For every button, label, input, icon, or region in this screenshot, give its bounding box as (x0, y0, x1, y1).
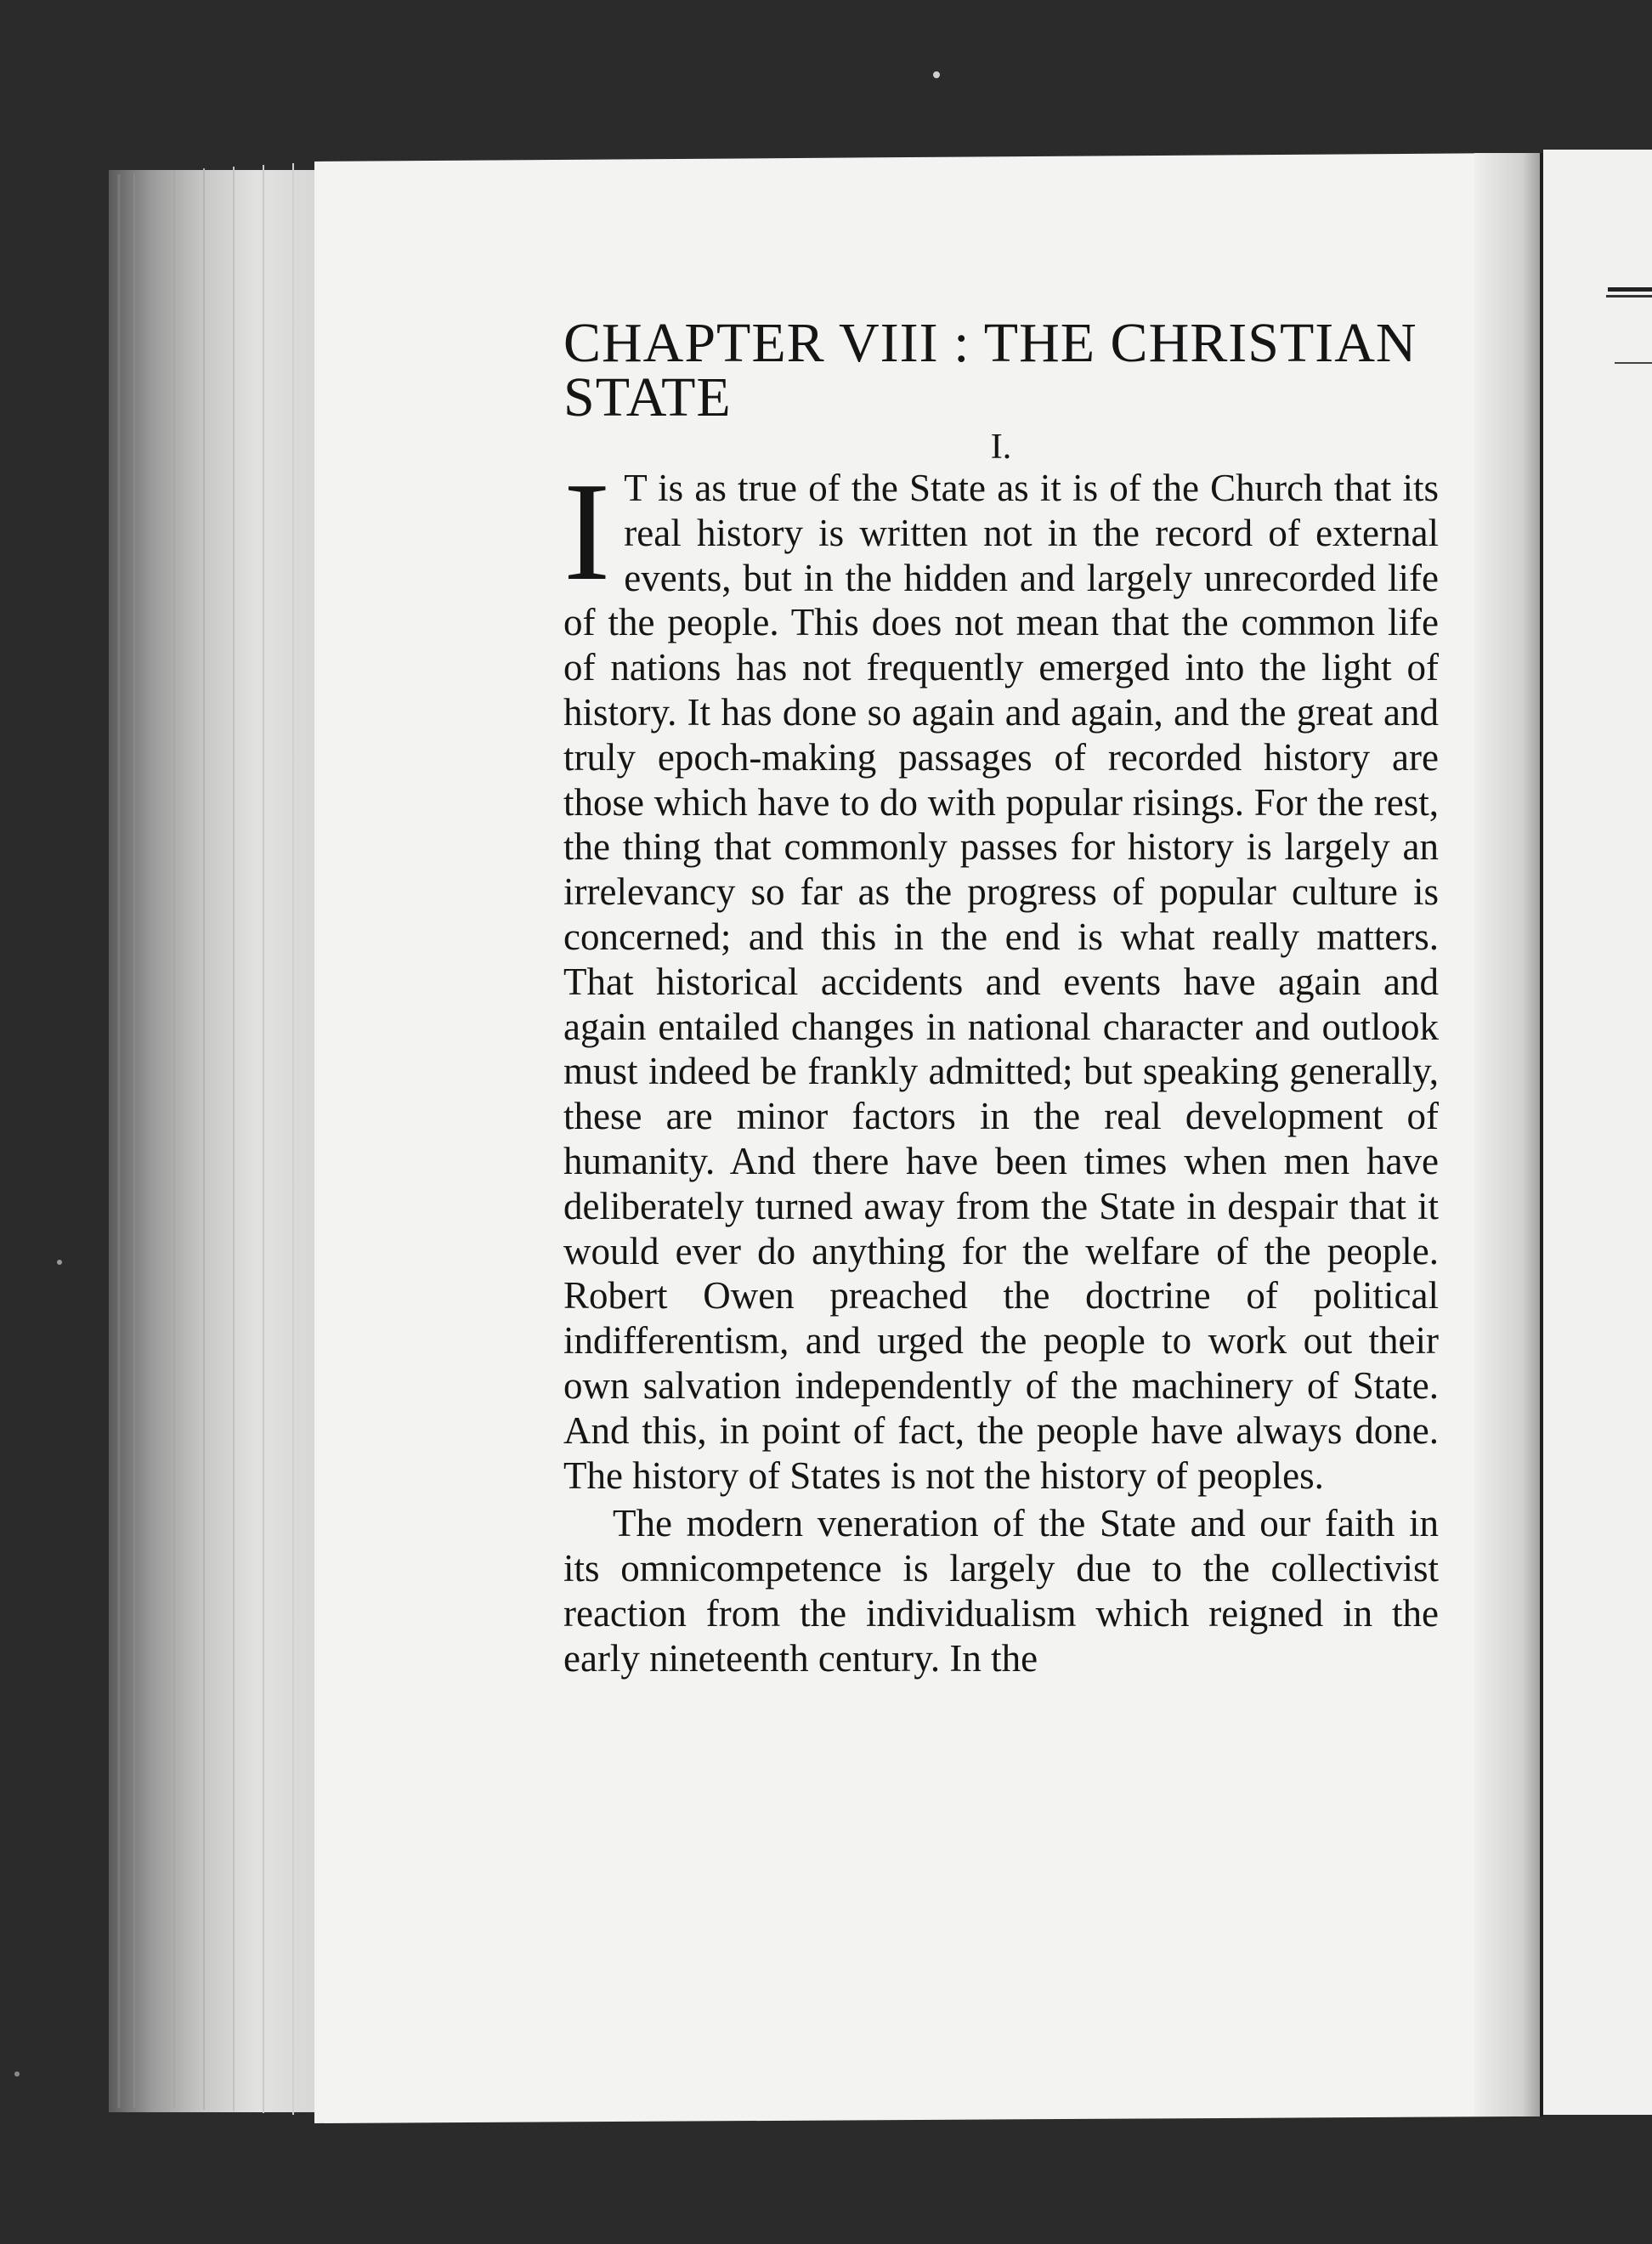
paragraph-2: The modern veneration of the State and our faith in its omnicompetence is largely due to the collectivist reaction from the individualism which reigned in the early nineteenth century. In the (563, 1502, 1439, 1680)
chapter-title: CHAPTER VIII : THE CHRISTIAN STATE (563, 312, 1417, 428)
left-page-text (563, 312, 1439, 1681)
paragraph-1-text: T is as true of the State as it is of the Church that its real history is written not in the record of external events, but in the hidden and largely unrecorded life of the people. This does not mean that the common life of nations has not frequently emerged into the light of history. It has done so again and again, and the great and truly epoch-making passages of recorded history are those which have to do with popular risings. For the rest, the thing that commonly passes for history is largely an irrelevancy so far as the progress of popular culture is concerned; and this in the end is what really matters. That historical accidents and events have again and again entailed changes in national character and outlook must indeed be frankly admitted; but speaking generally, these are minor factors in the real development of humanity. And there have been times when men have deliberately turned away from the State in despair that it would ever do anything for the welfare of the people. Robert Owen preached the doctrine of political indifferentism, and urged the people to work out their own salvation independently of the machinery of State. And this, in point of fact, the people have always done. The history of States is not the history of peoples. (563, 467, 1439, 1497)
page-edges (109, 163, 321, 2115)
drop-cap: I (563, 453, 611, 609)
right-page-paper (1543, 150, 1652, 2115)
gutter-shadow (1474, 153, 1542, 2116)
section-number: I. (990, 428, 1012, 467)
paragraph-1 (563, 453, 1439, 1498)
